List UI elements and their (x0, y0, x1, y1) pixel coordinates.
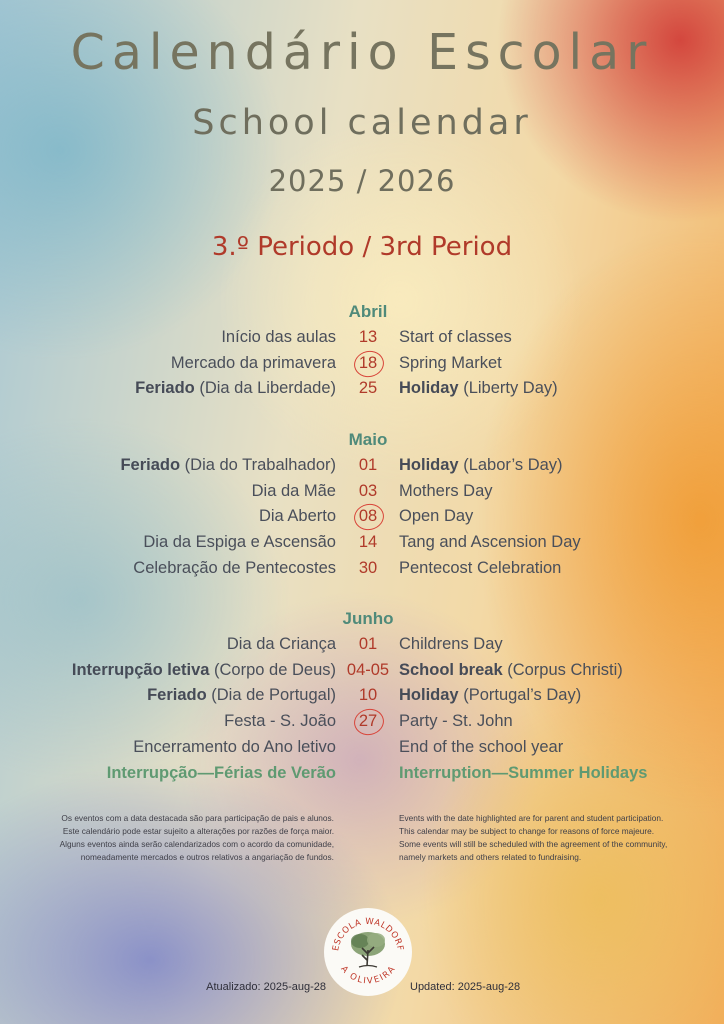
event-type-portuguese: Interrupção letiva (71, 660, 210, 679)
event-name-portuguese: (Dia de Portugal) (206, 686, 336, 705)
event-name-portuguese: Dia Aberto (258, 507, 336, 526)
event-label-english (399, 482, 493, 501)
event-type-english: Holiday (399, 379, 459, 398)
calendar-row (0, 738, 724, 760)
event-name-portuguese: Festa - S. João (224, 712, 336, 731)
event-name-english: Party - St. John (399, 712, 513, 731)
event-label-english (399, 661, 623, 680)
event-name-english: Start of classes (399, 328, 512, 346)
title-english: School calendar (192, 103, 532, 143)
event-name-english: Mothers Day (399, 481, 493, 500)
calendar-row (0, 686, 724, 708)
event-name-portuguese: (Dia da Liberdade) (194, 379, 336, 398)
period-heading: 3.º Periodo / 3rd Period (211, 232, 513, 262)
calendar-row (0, 482, 724, 504)
event-label-portuguese (224, 712, 336, 731)
highlight-circle-icon (352, 706, 387, 738)
event-name-english: Interruption—Summer Holidays (399, 763, 648, 782)
event-label-portuguese (147, 686, 336, 705)
calendar-row (0, 635, 724, 657)
calendar-row (0, 712, 724, 734)
event-label-english (399, 533, 581, 552)
event-type-english: School break (399, 660, 503, 679)
event-name-portuguese: Dia da Espiga e Ascensão (143, 533, 336, 552)
event-name-portuguese: Encerramento do Ano letivo (133, 737, 336, 756)
event-date: 25 (358, 379, 378, 398)
event-label-portuguese (221, 328, 336, 347)
calendar-row (0, 533, 724, 555)
event-label-portuguese (120, 456, 336, 475)
event-name-portuguese: Celebração de Pentecostes (133, 558, 336, 577)
event-type-english: Holiday (399, 686, 459, 705)
event-name-english: Childrens Day (399, 635, 503, 653)
event-date: 27 (358, 712, 378, 731)
event-type-portuguese: Feriado (135, 379, 195, 398)
event-label-portuguese (143, 533, 336, 552)
event-label-english (399, 764, 647, 783)
event-name-portuguese: Interrupção—Férias de Verão (106, 763, 336, 782)
event-label-english (399, 712, 513, 731)
highlight-circle-icon (352, 348, 387, 380)
highlight-circle-icon (352, 502, 387, 534)
event-label-portuguese (227, 635, 336, 654)
event-date: 08 (358, 507, 378, 526)
school-year: 2025 / 2026 (268, 164, 456, 198)
event-date: 18 (358, 353, 378, 372)
event-date: 03 (358, 481, 378, 500)
event-name-english: (Portugal’s Day) (458, 686, 582, 705)
month-heading-maio: Maio (348, 430, 388, 449)
logo-top-text: ESCOLA WALDORF (331, 916, 405, 952)
calendar-row (0, 456, 724, 478)
event-name-portuguese: (Dia do Trabalhador) (180, 456, 336, 474)
event-name-english: Tang and Ascension Day (399, 533, 581, 552)
event-type-english: Holiday (399, 456, 459, 474)
event-name-english: End of the school year (399, 737, 564, 756)
event-label-english (399, 686, 581, 705)
footnote-line: nomeadamente mercados e outros relativos a angariação de fundos. (80, 852, 334, 862)
footnote-line: Este calendário pode estar sujeito a alterações por razões de força maior. (62, 826, 334, 836)
event-label-portuguese (133, 559, 336, 578)
event-type-portuguese: Feriado (147, 686, 207, 705)
event-label-portuguese (135, 379, 336, 398)
title-portuguese: Calendário Escolar (70, 24, 654, 81)
footnote-english (399, 812, 719, 864)
event-date: 04-05 (346, 660, 390, 679)
event-date: 01 (358, 456, 378, 474)
event-date: 01 (358, 635, 378, 653)
event-label-english (399, 635, 503, 654)
tree-icon (351, 932, 385, 967)
event-label-english (399, 456, 563, 475)
event-name-english: Spring Market (399, 353, 502, 372)
logo-bottom-text: A OLIVEIRA (338, 964, 398, 987)
event-label-portuguese (171, 354, 336, 373)
event-label-english (399, 738, 563, 757)
event-label-english (399, 354, 502, 373)
footnote-line: Alguns eventos ainda serão calendarizados com o acordo da comunidade, (59, 839, 334, 849)
event-label-portuguese (133, 738, 336, 757)
svg-text:A OLIVEIRA (338, 964, 397, 986)
event-name-portuguese: Início das aulas (221, 328, 336, 346)
event-name-english: Pentecost Celebration (399, 558, 562, 577)
event-name-portuguese: Dia da Criança (226, 635, 336, 653)
calendar-row (0, 379, 724, 401)
footnote-line: Os eventos com a data destacada são para participação de pais e alunos. (61, 813, 334, 823)
footnote-line: Some events will still be scheduled with the agreement of the community, (399, 839, 668, 849)
event-name-english: (Corpus Christi) (502, 660, 623, 679)
calendar-row (0, 661, 724, 683)
event-label-portuguese (107, 764, 336, 783)
calendar-row (0, 507, 724, 529)
event-label-english (399, 507, 473, 526)
event-type-portuguese: Feriado (120, 456, 181, 474)
event-label-english (399, 328, 512, 347)
event-date: 14 (358, 533, 378, 552)
footnote-line: This calendar may be subject to change for reasons of force majeure. (399, 826, 655, 836)
calendar-row (0, 559, 724, 581)
month-heading-junho: Junho (342, 609, 394, 628)
footnote-line: namely markets and others related to fundraising. (399, 852, 582, 862)
event-label-english (399, 379, 558, 398)
event-date: 10 (358, 686, 378, 705)
event-label-english (399, 559, 561, 578)
updated-date-portuguese: Atualizado: 2025-aug-28 (206, 981, 326, 993)
event-name-english: Open Day (399, 507, 474, 526)
school-logo (324, 908, 412, 996)
event-name-english: (Liberty Day) (458, 379, 558, 398)
event-label-portuguese (252, 482, 336, 501)
event-name-english: (Labor’s Day) (458, 456, 563, 474)
event-label-portuguese (259, 507, 336, 526)
updated-date-english: Updated: 2025-aug-28 (410, 981, 521, 993)
event-name-portuguese: Mercado da primavera (170, 353, 336, 372)
event-date: 30 (358, 558, 378, 577)
event-label-portuguese (72, 661, 336, 680)
event-name-portuguese: (Corpo de Deus) (209, 660, 336, 679)
olive-tree-logo-icon (324, 908, 412, 996)
event-name-portuguese: Dia da Mãe (251, 481, 336, 500)
month-heading-abril: Abril (348, 302, 388, 321)
footnote-line: Events with the date highlighted are for parent and student participation. (399, 813, 664, 823)
calendar-row (0, 328, 724, 350)
calendar-row (0, 354, 724, 376)
calendar-row (0, 764, 724, 786)
event-date: 13 (358, 328, 378, 346)
footnote-portuguese (4, 812, 334, 864)
